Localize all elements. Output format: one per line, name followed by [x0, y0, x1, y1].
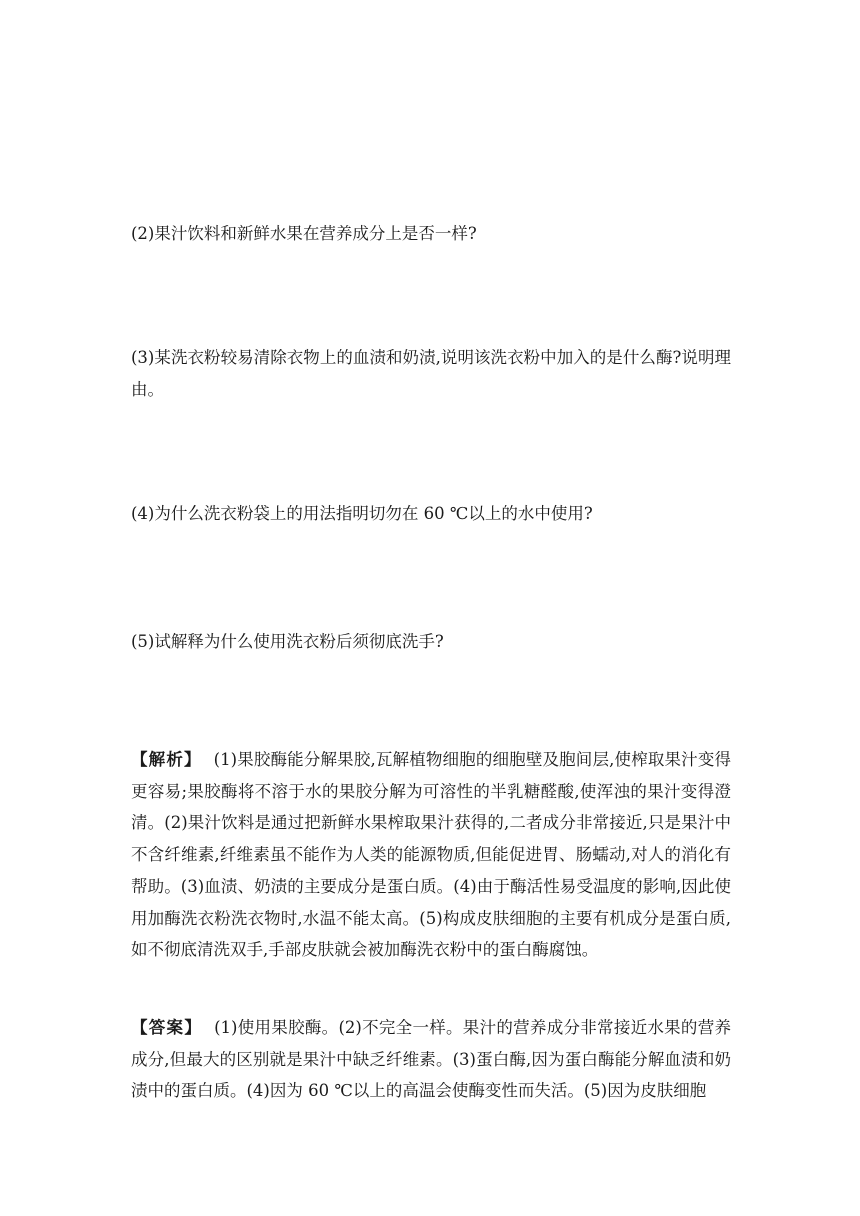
question-2: (2)果汁饮料和新鲜水果在营养成分上是否一样?	[131, 224, 477, 243]
answer-label: 【答案】	[131, 1018, 203, 1037]
analysis-text: (1)果胶酶能分解果胶,瓦解植物细胞的细胞壁及胞间层,使榨取果汁变得更容易;果胶酶将不溶于水的果胶分解为可溶性的半乳糖醛酸,使浑浊的果汁变得澄清。(2)果汁饮料是通过把新鲜水果榨取果汁获得的,二者成分非常接近,只是果汁中不含纤维素,纤维素虽不能作为人类的能源物质,但能促进胃、肠蠕动,对人的消化有帮助。(3)血渍、奶渍的主要成分是蛋白质。(4)由于酶活性易受温度的影响,因此使用加酶洗衣粉洗衣物时,水温不能太高。(5)构成皮肤细胞的主要有机成分是蛋白质,如不彻底清洗双手,手部皮肤就会被加酶洗衣粉中的蛋白酶腐蚀。	[131, 750, 732, 960]
answer-text: (1)使用果胶酶。(2)不完全一样。果汁的营养成分非常接近水果的营养成分,但最大的区别就是果汁中缺乏纤维素。(3)蛋白酶,因为蛋白酶能分解血渍和奶渍中的蛋白质。(4)因为 60 ℃以上的高温会使酶变性而失活。(5)因为皮肤细胞	[131, 1018, 731, 1101]
analysis-label: 【解析】	[131, 750, 202, 769]
question-5: (5)试解释为什么使用洗衣粉后须彻底洗手?	[131, 632, 444, 651]
analysis-section	[131, 744, 731, 966]
question-3: (3)某洗衣粉较易清除衣物上的血渍和奶渍,说明该洗衣粉中加入的是什么酶?说明理由。	[131, 348, 731, 399]
question-4: (4)为什么洗衣粉袋上的用法指明切勿在 60 ℃以上的水中使用?	[131, 504, 593, 523]
answer-section	[131, 1012, 731, 1107]
